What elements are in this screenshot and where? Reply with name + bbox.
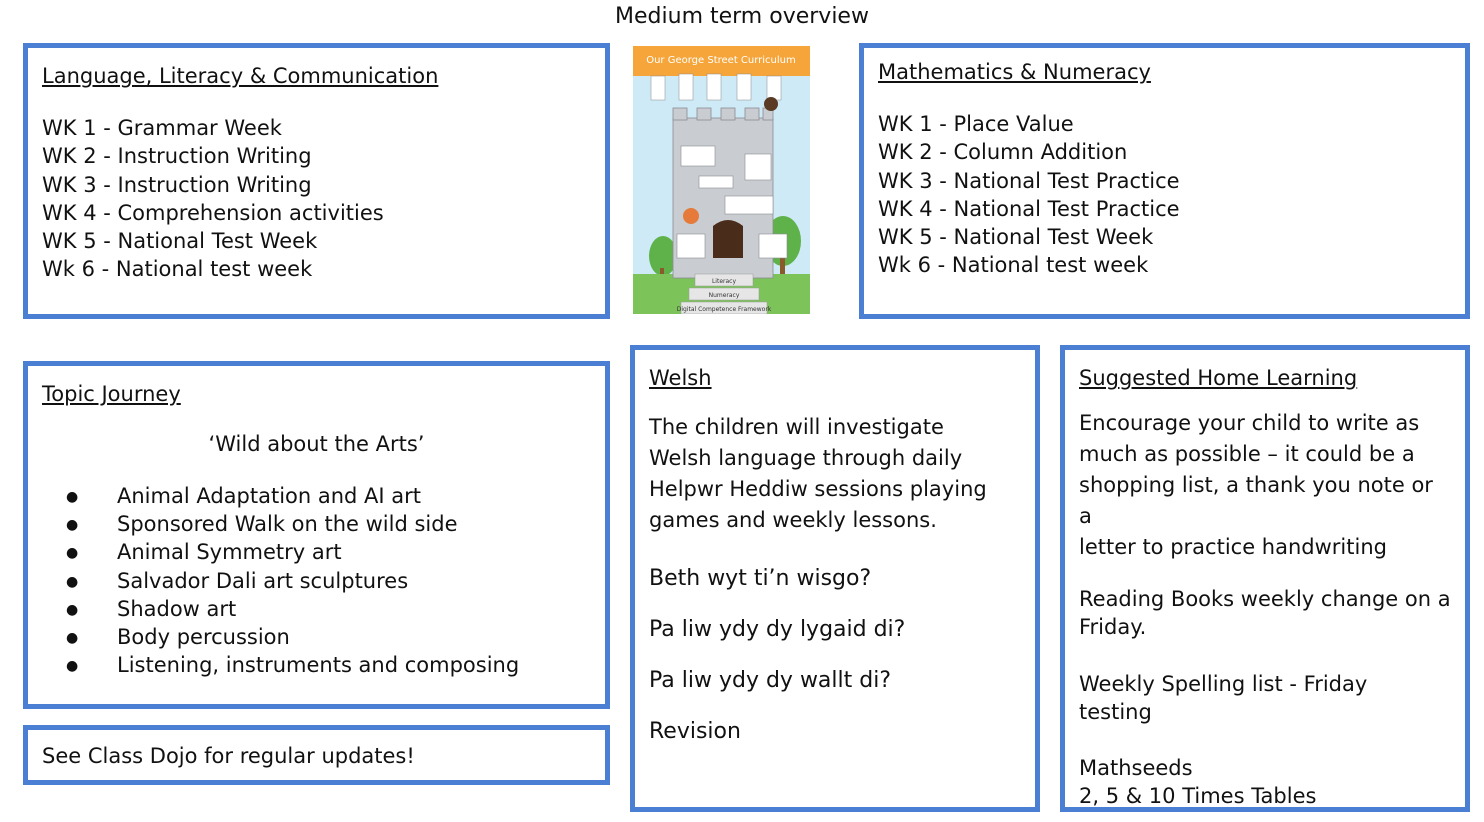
home-para3-line: Weekly Spelling list - Friday [1079, 671, 1368, 696]
welsh-phrase-1: Beth wyt ti’n wisgo? [649, 566, 872, 591]
home-learning-panel [1060, 345, 1470, 812]
welsh-intro-line: Welsh language through daily [649, 446, 963, 470]
list-item: ● Animal Adaptation and AI art [42, 482, 591, 510]
home-para4-line: 2, 5 & 10 Times Tables [1079, 784, 1317, 809]
dojo-panel [23, 725, 610, 785]
maths-week-1: WK 1 - Place Value [878, 112, 1074, 136]
maths-week-5: WK 5 - National Test Week [878, 225, 1154, 250]
svg-text:Numeracy: Numeracy [708, 292, 740, 299]
home-para4-line: Mathseeds [1079, 756, 1193, 781]
page-title: Medium term overview [615, 4, 869, 29]
literacy-week-4: WK 4 - Comprehension activities [42, 200, 384, 225]
maths-panel [859, 43, 1470, 319]
list-item: ● Listening, instruments and composing [42, 651, 591, 679]
literacy-week-6: Wk 6 - National test week [42, 257, 313, 282]
home-para1-line: shopping list, a thank you note or a [1079, 473, 1433, 528]
topic-panel [23, 361, 610, 709]
literacy-week-2: WK 2 - Instruction Writing [42, 144, 312, 169]
welsh-phrase-3: Pa liw ydy dy wallt di? [649, 668, 892, 693]
literacy-week-1: WK 1 - Grammar Week [42, 116, 282, 140]
topic-theme: ‘Wild about the Arts’ [208, 432, 425, 456]
home-para3-line: testing [1079, 699, 1152, 724]
curriculum-poster-image [633, 46, 810, 314]
maths-week-4: WK 4 - National Test Practice [878, 196, 1180, 221]
home-para2-line: Friday. [1079, 615, 1147, 640]
maths-week-3: WK 3 - National Test Practice [878, 168, 1180, 193]
welsh-intro-line: The children will investigate [649, 415, 944, 439]
literacy-panel [23, 43, 610, 319]
maths-week-2: WK 2 - Column Addition [878, 140, 1128, 165]
welsh-phrase-2: Pa liw ydy dy lygaid di? [649, 617, 906, 642]
list-item: ● Animal Symmetry art [42, 538, 591, 566]
svg-text:Literacy: Literacy [711, 278, 737, 285]
list-item: ● Salvador Dali art sculptures [42, 567, 591, 595]
home-para1-line: much as possible – it could be a [1079, 442, 1415, 466]
literacy-week-3: WK 3 - Instruction Writing [42, 172, 312, 197]
list-item: ● Body percussion [42, 623, 591, 651]
literacy-heading: Language, Literacy & Communication [42, 64, 439, 88]
welsh-phrase-4: Revision [649, 719, 741, 744]
maths-heading: Mathematics & Numeracy [878, 60, 1151, 84]
home-para1-line: Encourage your child to write as [1079, 411, 1420, 435]
home-heading: Suggested Home Learning [1079, 366, 1358, 390]
topic-heading: Topic Journey [42, 382, 181, 406]
topic-list [42, 482, 591, 679]
maths-week-6: Wk 6 - National test week [878, 253, 1149, 278]
home-para1-line: letter to practice handwriting [1079, 535, 1387, 559]
list-item: ● Sponsored Walk on the wild side [42, 510, 591, 538]
home-para2-line: Reading Books weekly change on a [1079, 587, 1451, 611]
welsh-intro-line: Helpwr Heddiw sessions playing [649, 477, 987, 501]
literacy-week-5: WK 5 - National Test Week [42, 229, 318, 254]
welsh-panel [630, 345, 1040, 812]
poster-banner: Our George Street Curriculum [646, 55, 796, 66]
list-item: ● Shadow art [42, 595, 591, 623]
svg-text:Digital Competence Framework: Digital Competence Framework [676, 306, 772, 313]
welsh-heading: Welsh [649, 366, 712, 390]
welsh-intro-line: games and weekly lessons. [649, 508, 937, 532]
dojo-text: See Class Dojo for regular updates! [42, 744, 415, 768]
